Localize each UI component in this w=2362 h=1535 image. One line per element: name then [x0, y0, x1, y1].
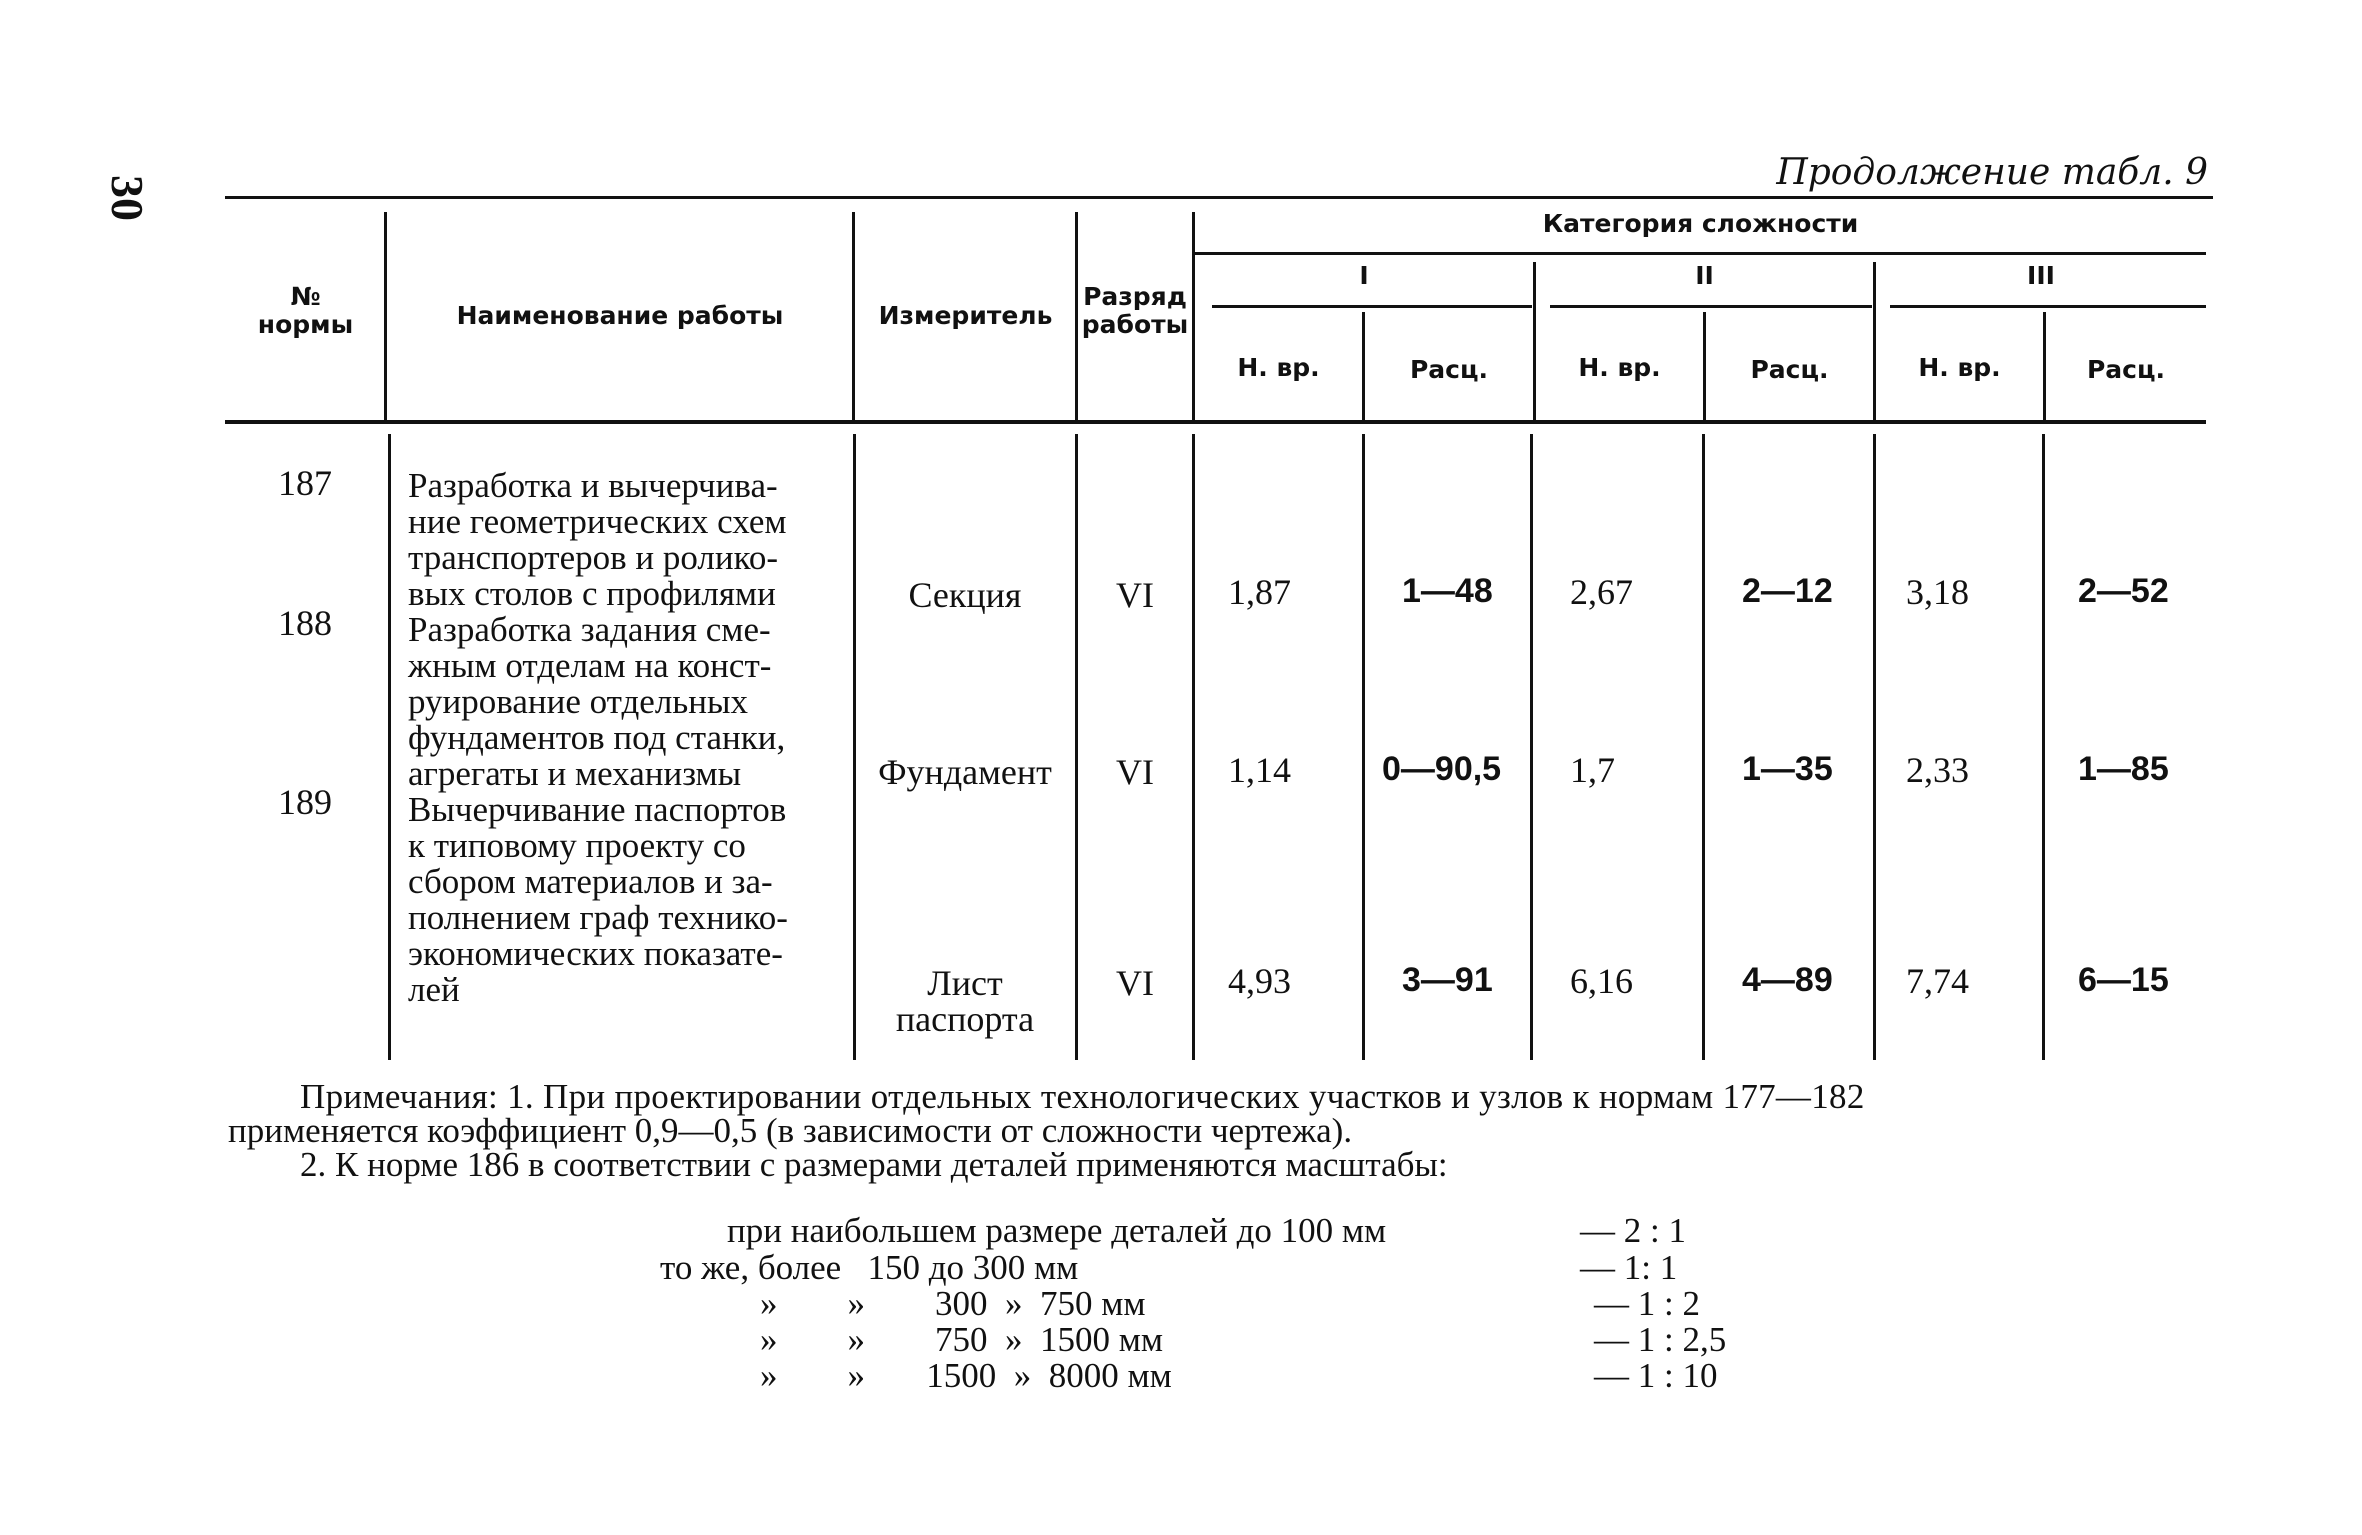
- header-norm-word: нормы: [257, 309, 354, 339]
- header-time-3: Н. вр.: [1918, 353, 2001, 382]
- scale-value-4: — 1 : 2,5: [1594, 1320, 1727, 1359]
- work-name-line: транспортеров и ролико-: [408, 538, 778, 577]
- complexity-rule: [1192, 252, 2206, 255]
- table-header-rule: [225, 420, 2206, 424]
- header-norm-sign: №: [290, 282, 321, 311]
- cat2-time-188: 1,7: [1570, 750, 1615, 790]
- col-divider: [1873, 434, 1876, 1060]
- work-name-line: полнением граф технико-: [408, 898, 788, 937]
- scale-text-5: » » 1500 » 8000 мм: [760, 1356, 1172, 1395]
- cat2-rate-188: 1—35: [1742, 750, 1833, 788]
- scale-text-2: то же, более 150 до 300 мм: [660, 1248, 1079, 1287]
- cat3-rate-188: 1—85: [2078, 750, 2169, 788]
- grade-187: VI: [1116, 575, 1154, 615]
- unit-189: [858, 965, 1072, 1037]
- cat1-rate-188: 0—90,5: [1382, 750, 1502, 788]
- header-grade: [1078, 283, 1192, 338]
- header-work-name: Наименование работы: [456, 301, 784, 330]
- norm-number-189: 189: [278, 782, 332, 822]
- unit-line: паспорта: [895, 999, 1035, 1039]
- scale-value-3: — 1 : 2: [1594, 1284, 1700, 1323]
- col-divider: [852, 212, 855, 420]
- cat2-time-189: 6,16: [1570, 961, 1633, 1001]
- col-divider: [1192, 212, 1195, 420]
- cat3-rate-187: 2—52: [2078, 572, 2169, 610]
- work-name-line: Разработка и вычерчива-: [408, 466, 778, 505]
- work-name-line: ние геометрических схем: [408, 502, 787, 541]
- norm-number-187: 187: [278, 463, 332, 503]
- scale-value-2: — 1: 1: [1580, 1248, 1678, 1287]
- header-rate-1: Расц.: [1409, 355, 1489, 384]
- notes: [228, 1077, 2208, 1184]
- note-1-line-1: Примечания: 1. При проектировании отдельных технологических участков и узлов к нормам 177—182: [300, 1077, 1865, 1116]
- work-name-line: агрегаты и механизмы: [408, 754, 742, 793]
- header-time-1: Н. вр.: [1237, 353, 1320, 382]
- note-1-line-2: применяется коэффициент 0,9—0,5 (в зависимости от сложности чертежа).: [228, 1111, 1353, 1150]
- cat3-time-189: 7,74: [1906, 961, 1969, 1001]
- header-complexity: Категория сложности: [1542, 209, 1859, 238]
- header-category-3: III: [2027, 261, 2055, 290]
- table-top-rule: [225, 196, 2213, 199]
- category-rule: [1212, 305, 1532, 308]
- col-divider: [853, 434, 856, 1060]
- note-2: 2. К норме 186 в соответствии с размерами деталей применяются масштабы:: [300, 1145, 1448, 1184]
- header-rate-2: Расц.: [1750, 355, 1829, 384]
- header-unit: Измеритель: [878, 301, 1053, 330]
- header-grade-line1: Разряд: [1083, 282, 1187, 311]
- work-name-188: [408, 612, 848, 792]
- unit-188: Фундамент: [878, 752, 1052, 792]
- work-name-line: фундаментов под станки,: [408, 718, 786, 757]
- col-divider: [2042, 434, 2045, 1060]
- col-divider: [1702, 434, 1705, 1060]
- col-divider: [384, 212, 387, 420]
- cat2-time-187: 2,67: [1570, 572, 1633, 612]
- cat3-time-187: 3,18: [1906, 572, 1969, 612]
- scale-text-3: » » 300 » 750 мм: [760, 1284, 1146, 1323]
- cat2-rate-189: 4—89: [1742, 961, 1833, 999]
- category-rule: [1890, 305, 2206, 308]
- work-name-line: к типовому проекту со: [408, 826, 746, 865]
- grade-189: VI: [1116, 963, 1154, 1003]
- work-name-line: вых столов с профилями: [408, 574, 776, 613]
- cat1-rate-189: 3—91: [1402, 961, 1493, 999]
- cat1-time-187: 1,87: [1228, 572, 1291, 612]
- unit-187: Секция: [908, 575, 1022, 615]
- scale-text-4: » » 750 » 1500 мм: [760, 1320, 1164, 1359]
- scale-text-1: при наибольшем размере деталей до 100 мм: [727, 1211, 1387, 1250]
- col-divider: [1362, 434, 1365, 1060]
- work-name-line: экономических показате-: [408, 934, 783, 973]
- work-name-line: лей: [408, 970, 460, 1009]
- work-name-187: [408, 468, 848, 612]
- page-number: 30: [102, 175, 153, 221]
- header-category-2: II: [1695, 261, 1714, 290]
- cat1-rate-187: 1—48: [1402, 572, 1493, 610]
- cat1-time-188: 1,14: [1228, 750, 1291, 790]
- grade-188: VI: [1116, 752, 1154, 792]
- header-grade-line2: работы: [1081, 309, 1189, 339]
- cat3-time-188: 2,33: [1906, 750, 1969, 790]
- col-divider: [1530, 434, 1533, 1060]
- continuation-label: Продолжение табл. 9: [1776, 152, 2208, 193]
- col-divider: [388, 434, 391, 1060]
- work-name-line: руирование отдельных: [408, 682, 749, 721]
- work-name-line: сбором материалов и за-: [408, 862, 773, 901]
- header-category-1: I: [1359, 261, 1369, 290]
- header-rate-3: Расц.: [2086, 355, 2166, 384]
- unit-line: Лист: [927, 963, 1003, 1003]
- col-divider: [1192, 434, 1195, 1060]
- work-name-line: жным отделам на конст-: [408, 646, 772, 685]
- work-name-line: Разработка задания сме-: [408, 610, 771, 649]
- header-time-2: Н. вр.: [1578, 353, 1661, 382]
- scale-value-5: — 1 : 10: [1594, 1356, 1718, 1395]
- cat3-rate-189: 6—15: [2078, 961, 2169, 999]
- work-name-189: [408, 792, 848, 1008]
- category-rule: [1550, 305, 1872, 308]
- norm-number-188: 188: [278, 603, 332, 643]
- scale-value-1: — 2 : 1: [1580, 1211, 1686, 1250]
- cat2-rate-187: 2—12: [1742, 572, 1833, 610]
- header-norm-no: [228, 283, 383, 338]
- cat1-time-189: 4,93: [1228, 961, 1291, 1001]
- work-name-line: Вычерчивание паспортов: [408, 790, 787, 829]
